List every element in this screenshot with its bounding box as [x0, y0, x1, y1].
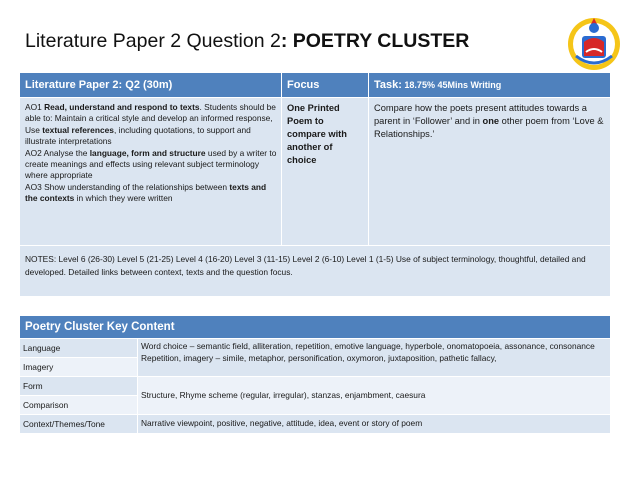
page-title	[25, 30, 469, 53]
label-comparison: Comparison	[20, 396, 138, 415]
task-text-part1: Compare how the poets present attitudes towards a parent in ‘Follower’ and in	[374, 103, 587, 126]
language-imagery-content	[138, 339, 611, 377]
paper-header: Literature Paper 2: Q2 (30m)	[20, 73, 282, 98]
ao2-emphasis: language, form and structure	[89, 147, 206, 158]
focus-text: One Printed Poem to compare with another of choice	[282, 98, 369, 246]
ao3-prefix: AO3 Show understanding of the relationships between	[25, 181, 230, 192]
task-header	[369, 73, 611, 98]
task-text	[369, 98, 611, 246]
page-title-text: Literature Paper 2 Question 2	[25, 30, 281, 52]
ao1-emphasis: Read, understand and respond to texts	[44, 102, 200, 112]
task-header-label: Task:	[374, 79, 402, 91]
task-header-weighting: 18.75% 45Mins Writing	[401, 80, 502, 90]
label-language: Language	[20, 339, 138, 358]
task-text-emphasis: one	[482, 116, 500, 126]
context-content: Narrative viewpoint, positive, negative, attitude, idea, event or story of poem	[138, 415, 611, 434]
task-table	[19, 72, 611, 297]
ao2-prefix: AO2 Analyse the	[25, 147, 90, 158]
ao1-emphasis-2: textual references	[42, 124, 114, 135]
key-content-header: Poetry Cluster Key Content	[20, 316, 611, 339]
key-content-table	[19, 315, 611, 434]
language-content: Word choice – semantic field, alliteration, repetition, emotive language, hyperbole, onomatopoeia, assonance, consonance	[141, 341, 595, 351]
page-title-bold: : POETRY CLUSTER	[280, 30, 470, 52]
ao1-text-2: , including quotations, to support and illustrate interpretations	[25, 124, 251, 147]
notes-text: NOTES: Level 6 (26-30) Level 5 (21-25) Level 4 (16-20) Level 3 (11-15) Level 2 (6-10) Level 1 (1-5) Use of subject terminology, thoughtful, detailed and developed. Detailed links between context, texts and the question focus.	[20, 246, 611, 297]
ao2-text: used by a writer to create meanings and effects using relevant subject terminology where appropriate	[25, 147, 277, 181]
ao3-emphasis: texts and the contexts	[25, 181, 267, 204]
school-crest-icon	[566, 12, 622, 72]
ao3-text: in which they were written	[74, 193, 173, 204]
assessment-objectives	[20, 98, 282, 246]
label-form: Form	[20, 377, 138, 396]
label-imagery: Imagery	[20, 358, 138, 377]
focus-header: Focus	[282, 73, 369, 98]
imagery-content: Repetition, imagery – simile, metaphor, personification, oxymoron, juxtaposition, pathetic fallacy,	[141, 352, 497, 363]
ao1-prefix: AO1	[25, 102, 45, 112]
ao1-text: . Students should be able to: Maintain a critical style and develop an informed response, Use	[25, 102, 276, 135]
label-context: Context/Themes/Tone	[20, 415, 138, 434]
form-comparison-content: Structure, Rhyme scheme (regular, irregular), stanzas, enjambment, caesura	[138, 377, 611, 415]
task-text-part2: other poem from ‘Love & Relationships.’	[374, 116, 604, 139]
